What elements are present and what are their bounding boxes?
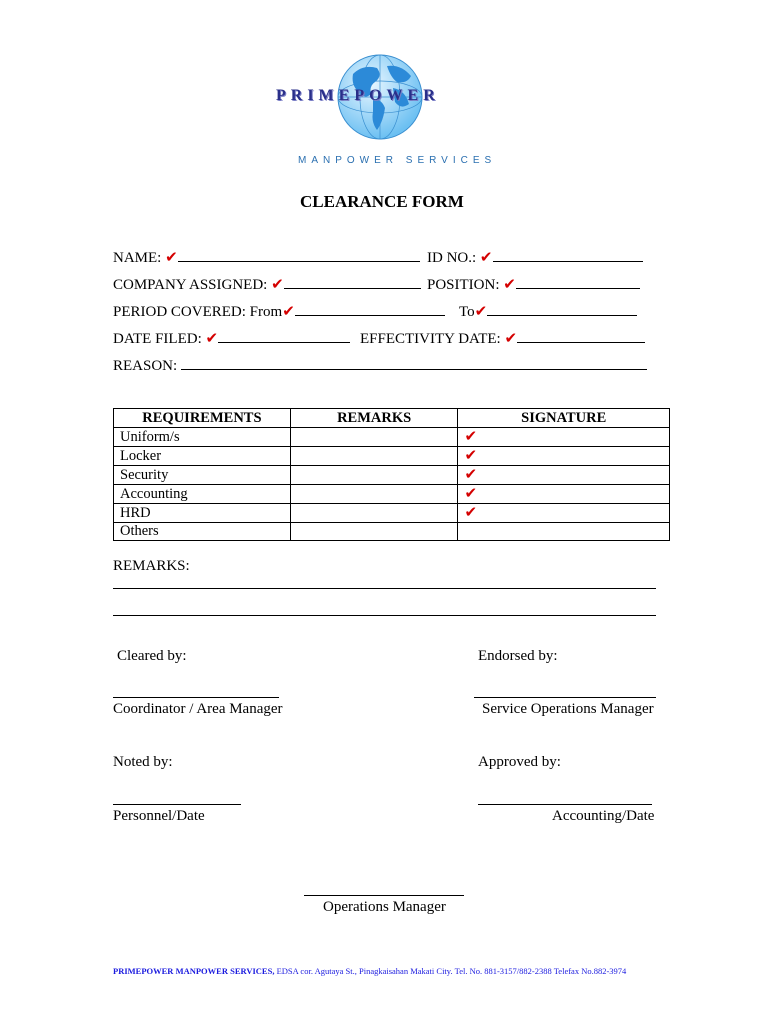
id-field[interactable]: [493, 248, 643, 262]
check-icon: ✔: [271, 275, 284, 293]
check-icon: ✔: [464, 427, 478, 445]
period-from-field[interactable]: [295, 302, 445, 316]
effectivity-date-row: [360, 329, 645, 348]
personnel-signature-line[interactable]: [113, 804, 241, 805]
effectivity-date-label: EFFECTIVITY DATE:: [360, 331, 501, 347]
table-row: [114, 504, 670, 523]
id-label: ID NO.:: [427, 250, 477, 266]
service-ops-signature-line[interactable]: [474, 697, 656, 698]
requirement-cell: Accounting: [114, 485, 291, 504]
check-icon: ✔: [205, 329, 219, 347]
column-header-requirements: REQUIREMENTS: [114, 409, 291, 428]
footer-address: [113, 966, 626, 976]
name-field[interactable]: [178, 248, 420, 262]
company-tagline: MANPOWER SERVICES: [298, 155, 497, 166]
remarks-cell[interactable]: [290, 447, 458, 466]
coordinator-label: Coordinator / Area Manager: [113, 701, 283, 717]
check-icon: ✔: [282, 302, 295, 320]
check-icon: ✔: [464, 446, 478, 464]
table-header-row: [114, 409, 670, 428]
table-row: [114, 523, 670, 541]
remarks-line-1[interactable]: [113, 588, 656, 589]
id-field-row: [427, 248, 643, 267]
table-row: [114, 466, 670, 485]
operations-manager-label: Operations Manager: [323, 899, 446, 915]
position-field[interactable]: [516, 275, 640, 289]
column-header-signature: SIGNATURE: [458, 409, 670, 428]
company-logo: [270, 52, 500, 142]
check-icon: ✔: [504, 329, 518, 347]
effectivity-date-field[interactable]: [517, 329, 645, 343]
table-row: [114, 447, 670, 466]
service-ops-manager-label: Service Operations Manager: [482, 701, 654, 717]
period-to-field[interactable]: [487, 302, 637, 316]
company-field[interactable]: [284, 275, 421, 289]
check-icon: ✔: [464, 484, 478, 502]
coordinator-signature-line[interactable]: [113, 697, 279, 698]
date-filed-label: DATE FILED:: [113, 331, 202, 347]
period-label: PERIOD COVERED: From: [113, 304, 283, 320]
requirement-cell: HRD: [114, 504, 291, 523]
period-to-label: To: [459, 304, 475, 320]
personnel-date-label: Personnel/Date: [113, 808, 205, 824]
remarks-cell[interactable]: [290, 428, 458, 447]
date-filed-field[interactable]: [218, 329, 350, 343]
name-label: NAME:: [113, 250, 162, 266]
company-name: PRIMEPOWER: [276, 87, 440, 104]
name-field-row: [113, 248, 420, 267]
footer-company: PRIMEPOWER MANPOWER SERVICES,: [113, 966, 275, 976]
position-label: POSITION:: [427, 277, 500, 293]
operations-manager-signature-line[interactable]: [304, 895, 464, 896]
check-icon: ✔: [479, 248, 493, 266]
signature-cell[interactable]: [458, 504, 670, 523]
company-field-row: [113, 275, 421, 294]
remarks-cell[interactable]: [290, 523, 458, 541]
approved-by-label: Approved by:: [478, 754, 561, 770]
check-icon: ✔: [464, 503, 478, 521]
form-title: CLEARANCE FORM: [300, 192, 464, 211]
table-row: [114, 428, 670, 447]
period-field-row: [113, 302, 445, 321]
cleared-by-label: Cleared by:: [117, 648, 187, 664]
signature-cell[interactable]: [458, 485, 670, 504]
remarks-label: REMARKS:: [113, 558, 190, 574]
requirement-cell: Others: [114, 523, 291, 541]
remarks-cell[interactable]: [290, 504, 458, 523]
accounting-signature-line[interactable]: [478, 804, 652, 805]
check-icon: ✔: [464, 465, 478, 483]
reason-label: REASON:: [113, 358, 178, 374]
endorsed-by-label: Endorsed by:: [478, 648, 558, 664]
remarks-line-2[interactable]: [113, 615, 656, 616]
requirement-cell: Security: [114, 466, 291, 485]
check-icon: ✔: [165, 248, 178, 266]
footer-contact: EDSA cor. Agutaya St., Pinagkaisahan Makati City. Tel. No. 881-3157/882-2388 Telefax No.882-3974: [274, 966, 627, 976]
requirement-cell: Uniform/s: [114, 428, 291, 447]
signature-cell[interactable]: [458, 447, 670, 466]
reason-row: [113, 356, 647, 375]
signature-cell[interactable]: [458, 523, 670, 541]
table-row: [114, 485, 670, 504]
period-to-row: [459, 302, 637, 321]
date-filed-row: [113, 329, 350, 348]
requirement-cell: Locker: [114, 447, 291, 466]
company-label: COMPANY ASSIGNED:: [113, 277, 268, 293]
check-icon: ✔: [474, 302, 488, 320]
check-icon: ✔: [503, 275, 516, 293]
accounting-date-label: Accounting/Date: [552, 808, 655, 824]
column-header-remarks: REMARKS: [290, 409, 458, 428]
remarks-cell[interactable]: [290, 466, 458, 485]
signature-cell[interactable]: [458, 466, 670, 485]
position-field-row: [427, 275, 640, 294]
requirements-table: [113, 408, 670, 541]
signature-cell[interactable]: [458, 428, 670, 447]
noted-by-label: Noted by:: [113, 754, 173, 770]
remarks-cell[interactable]: [290, 485, 458, 504]
reason-field[interactable]: [181, 356, 647, 370]
